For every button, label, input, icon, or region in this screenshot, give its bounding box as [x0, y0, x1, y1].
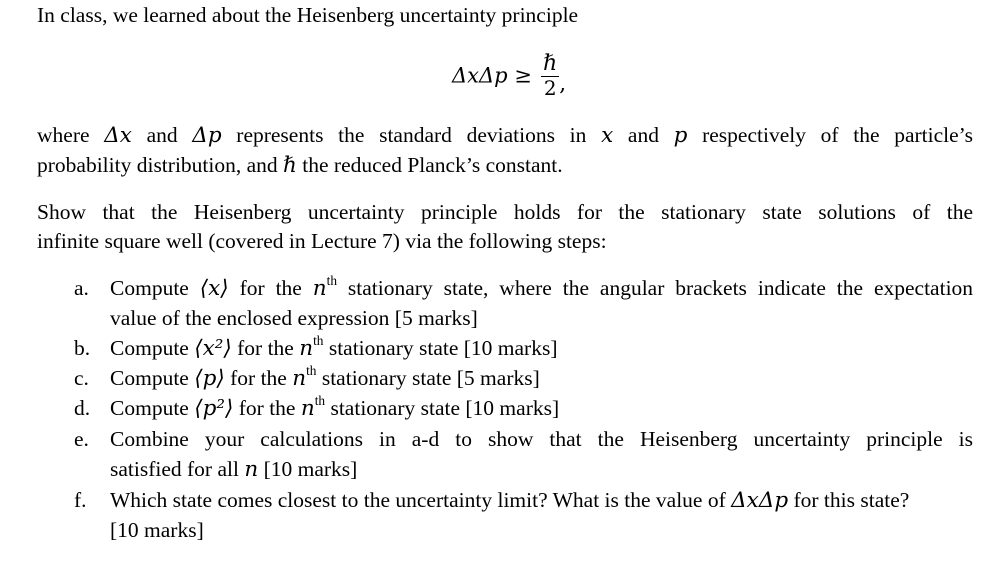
- item-c-marker: c.: [74, 366, 89, 390]
- equation-fraction: [541, 52, 559, 99]
- intro-text: In class, we learned about the Heisenberg uncertainty principle: [37, 3, 579, 27]
- item-d-line: [110, 392, 560, 421]
- def-hbar: ℏ: [283, 153, 297, 178]
- item-a-expr: ⟨x⟩: [199, 276, 229, 301]
- item-d-expr: ⟨p²⟩: [194, 396, 234, 421]
- equation-trail: ,: [559, 71, 567, 97]
- item-c-n: n: [292, 366, 307, 391]
- item-a-n: n: [312, 276, 327, 301]
- def-text-represents: represents the standard deviations in: [236, 123, 587, 147]
- def-delta-p: Δp: [192, 123, 222, 148]
- task-line-1: Show that the Heisenberg uncertainty principle holds for the stationary state solutions of the: [37, 200, 973, 224]
- def-text-respectively: respectively of the particle’s: [702, 123, 973, 147]
- item-c-pre: Compute: [110, 366, 189, 390]
- item-b-pre: Compute: [110, 336, 189, 360]
- item-a-sup: th: [326, 272, 337, 288]
- item-f-post: for this state?: [793, 488, 910, 512]
- item-e-post: [10 marks]: [263, 457, 358, 481]
- def-text-probability: probability distribution, and: [37, 153, 278, 177]
- item-a-mid: for the: [239, 276, 302, 300]
- def-text-and: and: [146, 123, 178, 147]
- item-b-post: stationary state [10 marks]: [328, 336, 558, 360]
- item-a-pre: Compute: [110, 276, 189, 300]
- equation-lhs: ΔxΔp ≥: [452, 63, 532, 88]
- def-text-planck: the reduced Planck’s constant.: [302, 153, 563, 177]
- item-b-n: n: [299, 336, 314, 361]
- item-f-expr: ΔxΔp: [731, 488, 789, 513]
- item-d-mid: for the: [238, 396, 296, 420]
- item-f-pre: Which state comes closest to the uncertainty limit? What is the value of: [110, 488, 726, 512]
- task-line-2: infinite square well (covered in Lecture 7) via the following steps:: [37, 229, 607, 253]
- item-e-line-2: [110, 457, 357, 482]
- item-c-sup: th: [306, 362, 317, 378]
- item-d-marker: d.: [74, 396, 91, 420]
- item-a-post: stationary state, where the angular brackets indicate the expectation: [347, 276, 974, 300]
- item-e-n: n: [244, 457, 259, 482]
- item-f-marker: f.: [74, 488, 87, 512]
- item-c-post: stationary state [5 marks]: [321, 366, 540, 390]
- item-b-marker: b.: [74, 336, 91, 360]
- definition-line-1: [37, 123, 973, 148]
- item-a-line-1: [110, 272, 974, 301]
- item-c-line: [110, 362, 540, 391]
- item-d-pre: Compute: [110, 396, 189, 420]
- item-c-expr: ⟨p⟩: [194, 366, 225, 391]
- equation-numerator: ℏ: [543, 51, 558, 76]
- equation-denominator: 2: [543, 76, 557, 100]
- item-b-mid: for the: [237, 336, 294, 360]
- item-f-line-2: [10 marks]: [110, 518, 204, 542]
- item-e-line-1: Combine your calculations in a-d to show that the Heisenberg uncertainty principle is: [110, 427, 973, 451]
- item-c-mid: for the: [230, 366, 287, 390]
- item-e-marker: e.: [74, 427, 89, 451]
- item-b-line: [110, 332, 558, 361]
- uncertainty-equation: [452, 52, 566, 99]
- item-b-expr: ⟨x²⟩: [194, 336, 232, 361]
- def-var-x: x: [601, 123, 614, 148]
- item-d-n: n: [300, 396, 315, 421]
- def-delta-x: Δx: [104, 123, 132, 148]
- item-b-sup: th: [313, 332, 324, 348]
- item-d-post: stationary state [10 marks]: [330, 396, 560, 420]
- item-a-marker: a.: [74, 276, 89, 300]
- item-f-line-1: [110, 488, 909, 513]
- item-e-pre: satisfied for all: [110, 457, 239, 481]
- def-var-p: p: [673, 123, 688, 148]
- item-a-line-2: value of the enclosed expression [5 marks]: [110, 306, 478, 330]
- def-text-and-2: and: [627, 123, 659, 147]
- def-text-where: where: [37, 123, 90, 147]
- definition-line-2: [37, 153, 563, 178]
- item-d-sup: th: [314, 392, 326, 408]
